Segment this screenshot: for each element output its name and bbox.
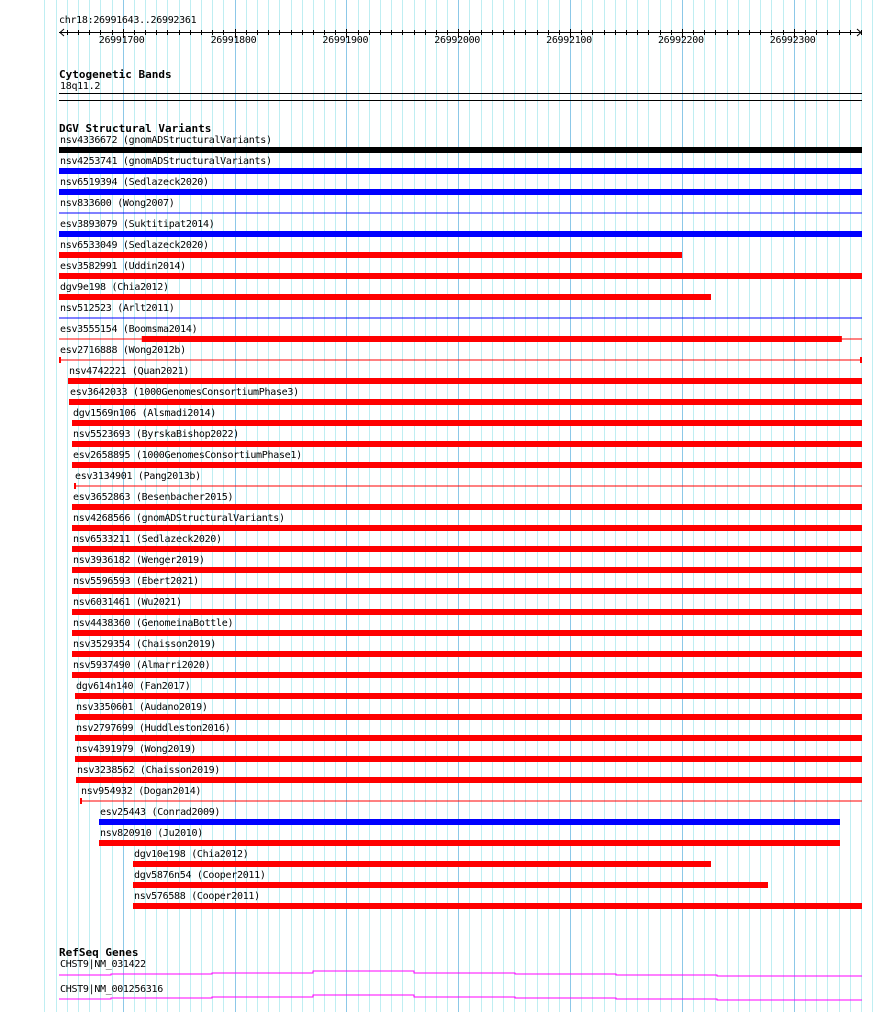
sv-feature[interactable] bbox=[0, 293, 890, 301]
sv-bar[interactable] bbox=[75, 714, 862, 720]
sv-feature[interactable] bbox=[0, 188, 890, 196]
sv-bar[interactable] bbox=[59, 168, 862, 174]
sv-feature-label: esv25443 (Conrad2009) bbox=[100, 807, 221, 818]
track-divider bbox=[59, 100, 862, 101]
sv-feature[interactable] bbox=[0, 272, 890, 280]
sv-feature-label: nsv5596593 (Ebert2021) bbox=[73, 576, 199, 587]
sv-feature-label: nsv3936182 (Wenger2019) bbox=[73, 555, 205, 566]
sv-feature-label: nsv820910 (Ju2010) bbox=[100, 828, 203, 839]
sv-feature[interactable] bbox=[0, 797, 890, 805]
sv-feature[interactable] bbox=[0, 650, 890, 658]
sv-feature[interactable] bbox=[0, 545, 890, 553]
sv-line[interactable] bbox=[59, 213, 862, 214]
cytobands-track-title: Cytogenetic Bands bbox=[59, 68, 172, 81]
cytoband-label: 18q11.2 bbox=[60, 81, 101, 92]
sv-feature-label: nsv5937490 (Almarri2020) bbox=[73, 660, 211, 671]
sv-line[interactable] bbox=[74, 486, 862, 487]
sv-bar[interactable] bbox=[68, 378, 862, 384]
sv-feature[interactable] bbox=[0, 419, 890, 427]
sv-feature-label: esv3582991 (Uddin2014) bbox=[60, 261, 186, 272]
sv-feature[interactable] bbox=[0, 503, 890, 511]
refseq-gene-models[interactable] bbox=[0, 960, 890, 1012]
sv-feature[interactable] bbox=[0, 755, 890, 763]
sv-feature-label: nsv6533049 (Sedlazeck2020) bbox=[60, 240, 209, 251]
ruler-tick-label: 26991900 bbox=[322, 35, 369, 46]
sv-bar[interactable] bbox=[72, 441, 862, 447]
sv-bar[interactable] bbox=[75, 693, 862, 699]
sv-feature[interactable] bbox=[0, 230, 890, 238]
sv-feature-label: nsv833600 (Wong2007) bbox=[60, 198, 175, 209]
sv-bar[interactable] bbox=[72, 609, 862, 615]
sv-feature[interactable] bbox=[0, 251, 890, 259]
sv-bar[interactable] bbox=[72, 546, 862, 552]
sv-feature-label: esv3893079 (Suktitipat2014) bbox=[60, 219, 215, 230]
sv-bar[interactable] bbox=[133, 903, 862, 909]
sv-feature[interactable] bbox=[0, 881, 890, 889]
sv-bar[interactable] bbox=[72, 651, 862, 657]
sv-feature-label: nsv4268566 (gnomADStructuralVariants) bbox=[73, 513, 285, 524]
sv-feature[interactable] bbox=[0, 461, 890, 469]
dgv-track-title: DGV Structural Variants bbox=[59, 122, 212, 135]
gene-label: CHST9|NM_001256316 bbox=[60, 984, 163, 995]
sv-bar[interactable] bbox=[72, 462, 862, 468]
ruler-tick-label: 26992300 bbox=[769, 35, 816, 46]
sv-feature-label: dgv614n140 (Fan2017) bbox=[76, 681, 191, 692]
sv-feature[interactable] bbox=[0, 209, 890, 217]
sv-feature-label: nsv5523693 (ByrskaBishop2022) bbox=[73, 429, 239, 440]
sv-bar[interactable] bbox=[133, 882, 768, 888]
sv-feature-label: nsv6519394 (Sedlazeck2020) bbox=[60, 177, 209, 188]
sv-feature-label: nsv512523 (Arlt2011) bbox=[60, 303, 175, 314]
sv-bar[interactable] bbox=[59, 147, 862, 153]
ruler-tick-label: 26991700 bbox=[98, 35, 145, 46]
sv-line[interactable] bbox=[59, 318, 862, 319]
sv-feature[interactable] bbox=[0, 608, 890, 616]
location-label: chr18:26991643..26992361 bbox=[59, 15, 197, 26]
sv-bar[interactable] bbox=[76, 777, 862, 783]
sv-bar[interactable] bbox=[59, 189, 862, 195]
sv-feature-label: nsv6533211 (Sedlazeck2020) bbox=[73, 534, 222, 545]
sv-feature-label: nsv3238562 (Chaisson2019) bbox=[77, 765, 221, 776]
sv-feature-label: esv3642033 (1000GenomesConsortiumPhase3) bbox=[70, 387, 299, 398]
sv-feature[interactable] bbox=[0, 356, 890, 364]
sv-bar[interactable] bbox=[69, 399, 862, 405]
sv-feature[interactable] bbox=[0, 146, 890, 154]
sv-feature-label: nsv6031461 (Wu2021) bbox=[73, 597, 182, 608]
sv-end-tick bbox=[74, 483, 76, 489]
sv-feature-label: dgv1569n106 (Alsmadi2014) bbox=[73, 408, 217, 419]
sv-feature-label: nsv954932 (Dogan2014) bbox=[81, 786, 202, 797]
sv-bar[interactable] bbox=[72, 630, 862, 636]
sv-feature-label: dgv5876n54 (Cooper2011) bbox=[134, 870, 266, 881]
sv-line[interactable] bbox=[80, 801, 862, 802]
sv-feature-label: esv3555154 (Boomsma2014) bbox=[60, 324, 198, 335]
sv-feature[interactable] bbox=[0, 566, 890, 574]
sv-bar[interactable] bbox=[99, 819, 840, 825]
sv-feature[interactable] bbox=[0, 167, 890, 175]
sv-feature[interactable] bbox=[0, 587, 890, 595]
sv-feature[interactable] bbox=[0, 776, 890, 784]
sv-feature-label: nsv3350601 (Audano2019) bbox=[76, 702, 208, 713]
sv-bar[interactable] bbox=[72, 504, 862, 510]
ruler-tick-label: 26992200 bbox=[657, 35, 704, 46]
ruler-tick-label: 26992100 bbox=[546, 35, 592, 46]
sv-bar[interactable] bbox=[142, 336, 842, 342]
sv-bar[interactable] bbox=[72, 525, 862, 531]
sv-feature[interactable] bbox=[0, 692, 890, 700]
sv-feature-label: dgv9e198 (Chia2012) bbox=[60, 282, 169, 293]
sv-end-tick bbox=[59, 357, 61, 363]
cytoband-line[interactable] bbox=[59, 93, 862, 94]
sv-feature[interactable] bbox=[0, 713, 890, 721]
gene-model-line[interactable] bbox=[59, 995, 862, 1000]
sv-feature[interactable] bbox=[0, 482, 890, 490]
sv-bar[interactable] bbox=[72, 588, 862, 594]
sv-feature-label: nsv4253741 (gnomADStructuralVariants) bbox=[60, 156, 272, 167]
sv-line[interactable] bbox=[59, 360, 862, 361]
sv-feature-label: dgv10e198 (Chia2012) bbox=[134, 849, 249, 860]
sv-bar[interactable] bbox=[75, 756, 862, 762]
sv-bar[interactable] bbox=[72, 567, 862, 573]
sv-feature-label: esv2716888 (Wong2012b) bbox=[60, 345, 186, 356]
sv-end-tick bbox=[860, 357, 862, 363]
sv-bar[interactable] bbox=[59, 252, 682, 258]
sv-bar[interactable] bbox=[72, 420, 862, 426]
sv-feature[interactable] bbox=[0, 734, 890, 742]
sv-bar[interactable] bbox=[59, 231, 862, 237]
sv-bar[interactable] bbox=[72, 672, 862, 678]
sv-bar[interactable] bbox=[75, 735, 862, 741]
sv-feature[interactable] bbox=[0, 818, 890, 826]
sv-feature[interactable] bbox=[0, 524, 890, 532]
sv-bar[interactable] bbox=[59, 294, 711, 300]
sv-feature[interactable] bbox=[0, 377, 890, 385]
sv-feature[interactable] bbox=[0, 839, 890, 847]
refseq-track-title: RefSeq Genes bbox=[59, 946, 139, 959]
sv-feature-label: esv3134901 (Pang2013b) bbox=[75, 471, 201, 482]
sv-feature[interactable] bbox=[0, 671, 890, 679]
sv-feature[interactable] bbox=[0, 335, 890, 343]
sv-feature-label: nsv4391979 (Wong2019) bbox=[76, 744, 197, 755]
sv-feature-label: nsv4742221 (Quan2021) bbox=[69, 366, 190, 377]
sv-feature-label: nsv4336672 (gnomADStructuralVariants) bbox=[60, 135, 272, 146]
gene-label: CHST9|NM_031422 bbox=[60, 959, 146, 970]
ruler-tick-label: 26991800 bbox=[210, 35, 257, 46]
gene-model-line[interactable] bbox=[59, 971, 862, 976]
sv-bar[interactable] bbox=[99, 840, 840, 846]
sv-feature[interactable] bbox=[0, 629, 890, 637]
sv-feature[interactable] bbox=[0, 398, 890, 406]
sv-feature[interactable] bbox=[0, 902, 890, 910]
sv-feature[interactable] bbox=[0, 440, 890, 448]
sv-feature-label: nsv576588 (Cooper2011) bbox=[134, 891, 260, 902]
sv-feature-label: esv3652863 (Besenbacher2015) bbox=[73, 492, 234, 503]
sv-bar[interactable] bbox=[59, 273, 862, 279]
sv-end-tick bbox=[80, 798, 82, 804]
sv-bar[interactable] bbox=[133, 861, 711, 867]
sv-feature[interactable] bbox=[0, 860, 890, 868]
sv-feature-label: esv2658895 (1000GenomesConsortiumPhase1) bbox=[73, 450, 302, 461]
sv-feature[interactable] bbox=[0, 314, 890, 322]
sv-feature-label: nsv4438360 (GenomeinaBottle) bbox=[73, 618, 234, 629]
sv-feature-label: nsv2797699 (Huddleston2016) bbox=[76, 723, 231, 734]
sv-feature-label: nsv3529354 (Chaisson2019) bbox=[73, 639, 217, 650]
ruler-tick-label: 26992000 bbox=[434, 35, 481, 46]
